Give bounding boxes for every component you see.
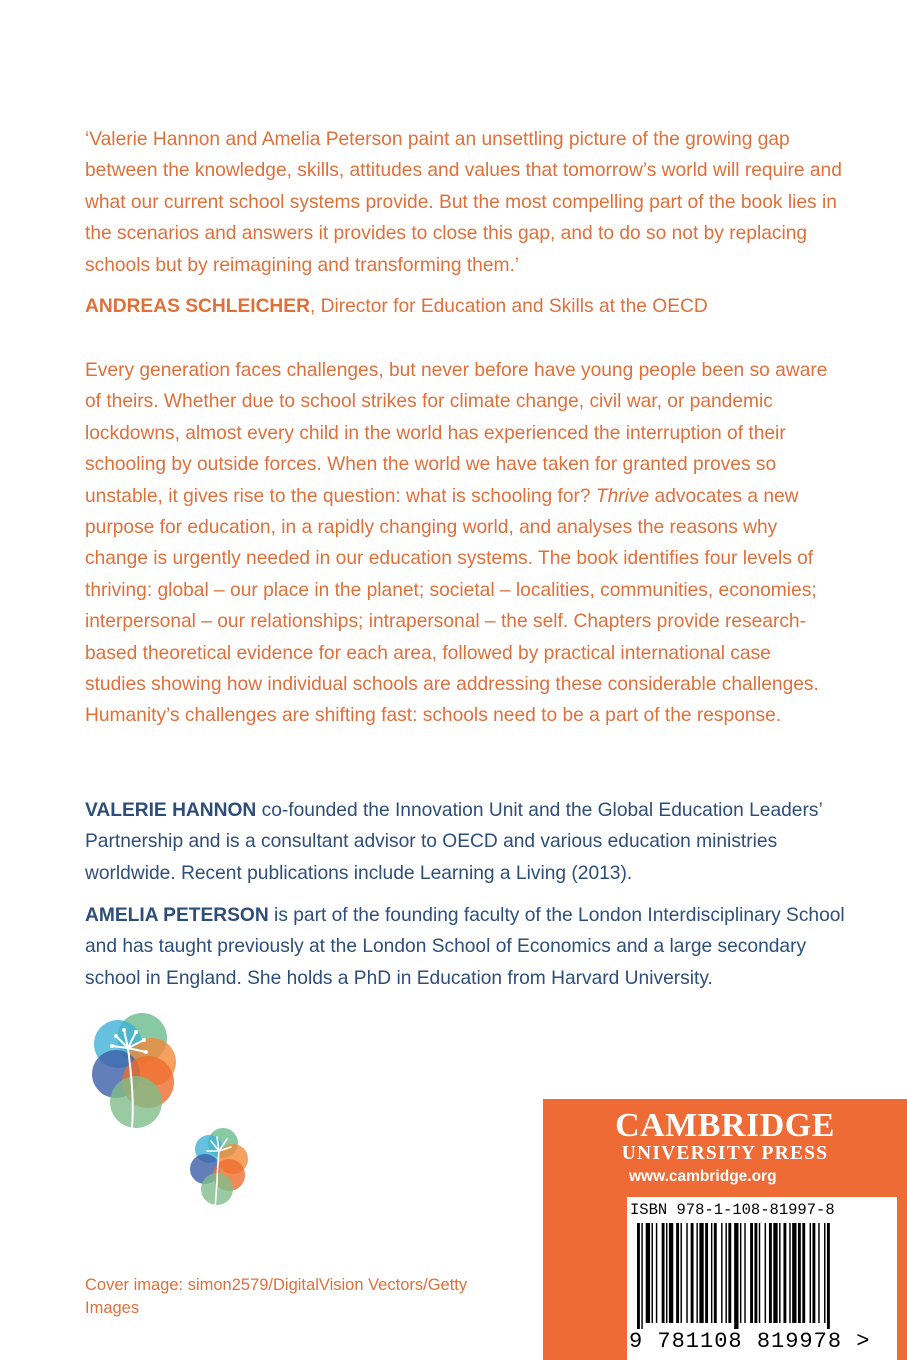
book-description: [85, 355, 830, 732]
endorsement-quote: ‘Valerie Hannon and Amelia Peterson paint an unsettling picture of the growing gap between the knowledge, skills, attitudes and values that tomorrow’s world will require and what our current school systems provide. But the most compelling part of the book lies in the scenarios and answers it provides to close this gap, and to do so not by replacing schools but by reimagining and transforming them.’: [85, 129, 842, 276]
publisher-press: UNIVERSITY PRESS: [621, 1143, 829, 1164]
publisher-name: CAMBRIDGE: [615, 1107, 835, 1144]
publisher-panel: [543, 1099, 907, 1360]
endorsement-attribution: [85, 291, 845, 322]
dandelion-bubbles-logo-small-icon: [185, 1125, 257, 1209]
author-name-hannon: VALERIE HANNON: [85, 800, 257, 821]
author-name-peterson: AMELIA PETERSON: [85, 905, 269, 926]
author-bio-text-hannon: co-founded the Innovation Unit and the Global Education Leaders’ Partnership and is a consultant advisor to OECD and various education ministries worldwide. Recent publications include Learning a Living (2013).: [85, 800, 822, 884]
author-bio-text-peterson: is part of the founding faculty of the London Interdisciplinary School and has taught previously at the London School of Economics and a large secondary school in England. She holds a PhD in Education from Harvard University.: [85, 905, 845, 989]
ean-digits: 9 781108 819978 >: [629, 1329, 871, 1354]
endorser-name: ANDREAS SCHLEICHER: [85, 296, 310, 317]
endorser-role: , Director for Education and Skills at the OECD: [309, 296, 708, 317]
isbn-label: ISBN 978-1-108-81997-8: [630, 1201, 835, 1219]
description-part-1: Every generation faces challenges, but never before have young people been so aware of theirs. Whether due to school strikes for climate change, civil war, or pandemic lockdowns, almost every child in the world has experienced the interruption of their schooling by outside forces. When the world we have taken for granted proves so unstable, it gives rise to the question: what is schooling for?: [85, 360, 828, 507]
book-title-italic: Thrive: [595, 485, 650, 507]
author-bio-hannon: [85, 795, 845, 889]
barcode-box: [627, 1197, 897, 1360]
author-bio-peterson: [85, 900, 845, 994]
dandelion-bubbles-logo-large-icon: [88, 1010, 188, 1132]
publisher-url: www.cambridge.org: [629, 1168, 777, 1185]
cover-image-credit: Cover image: simon2579/DigitalVision Vectors/Getty Images: [85, 1276, 468, 1317]
description-part-2: advocates a new purpose for education, in a rapidly changing world, and analyses the reasons why change is urgently needed in our education systems. The book identifies four levels of thriving: global – our place in the planet; societal – localities, communities, economies; interpersonal – our relationships; intrapersonal – the self. Chapters provide research-based theoretical evidence for each area, followed by practical international case studies showing how individual schools are addressing these considerable challenges. Humanity’s challenges are shifting fast: schools need to be a part of the response.: [85, 485, 819, 727]
barcode-icon: [633, 1223, 891, 1329]
